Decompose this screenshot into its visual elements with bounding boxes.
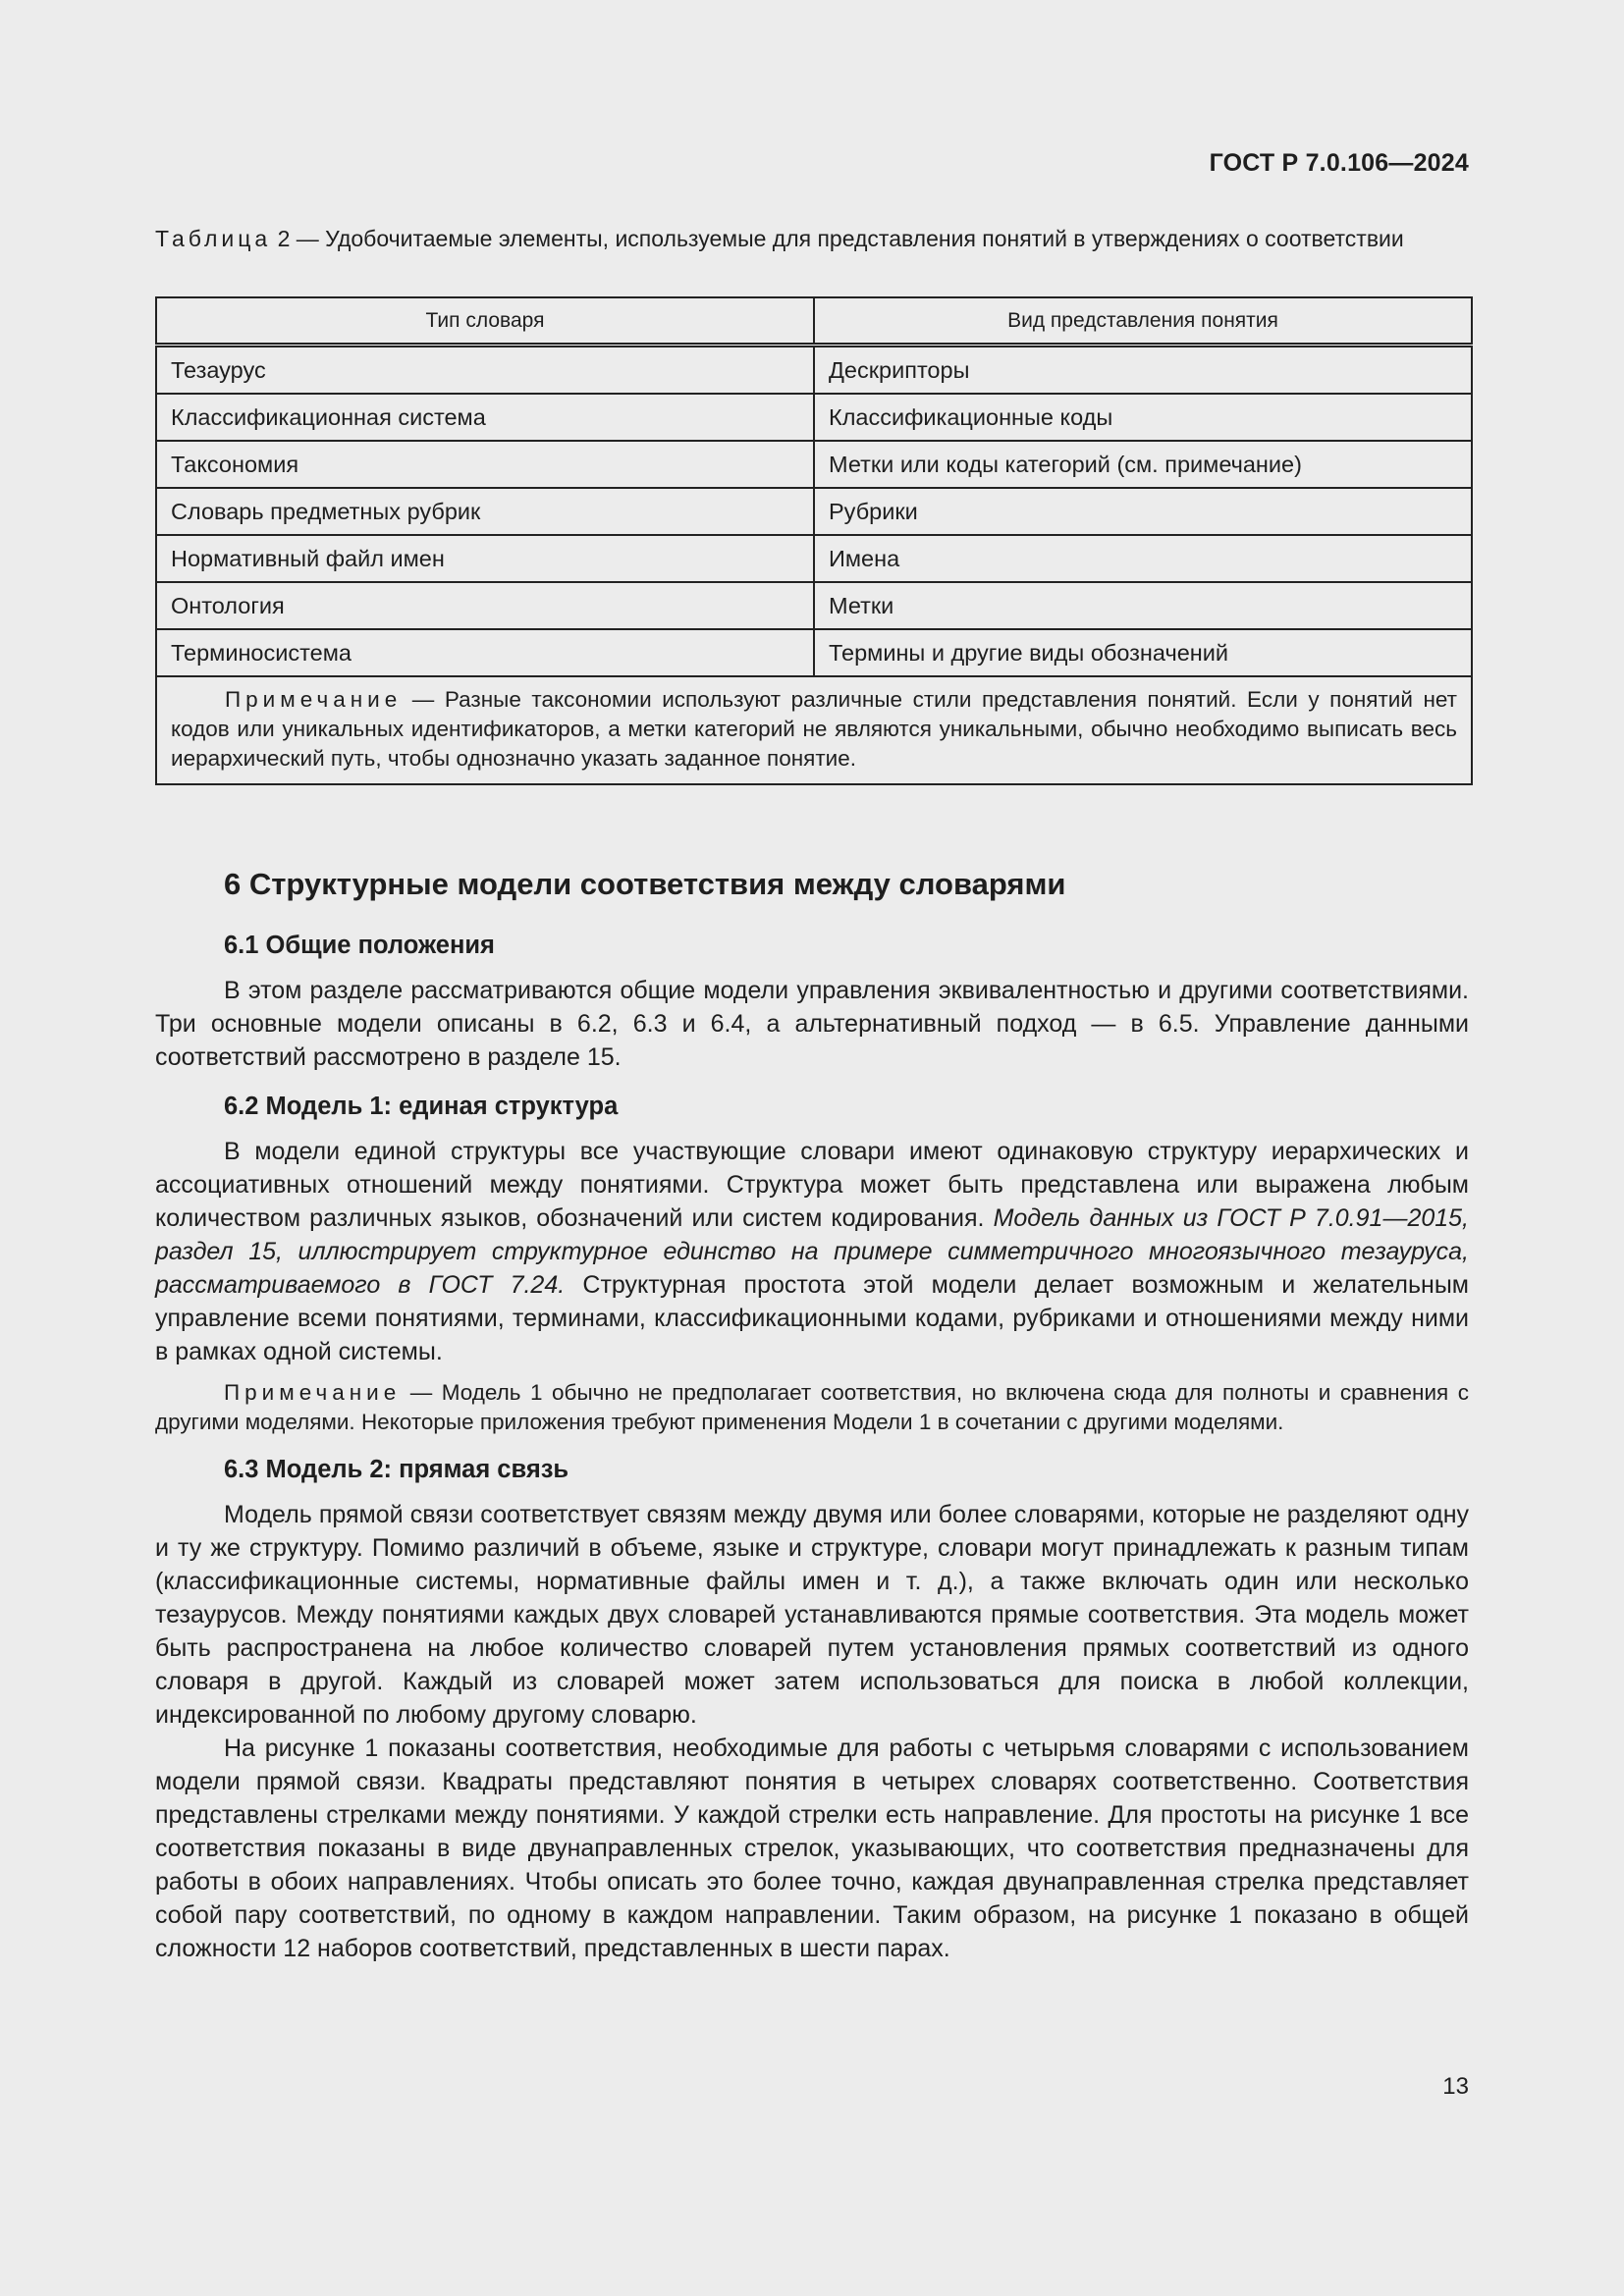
table-cell: Терминосистема — [156, 629, 814, 676]
table-caption-text: 2 — Удобочитаемые элементы, используемые для представления понятий в утверждениях о соответствии — [271, 226, 1404, 251]
table-cell: Классификационные коды — [814, 394, 1472, 441]
note-label: Примечание — [224, 1380, 402, 1405]
table-cell: Метки или коды категорий (см. примечание) — [814, 441, 1472, 488]
table-cell: Таксономия — [156, 441, 814, 488]
table-row — [156, 535, 1472, 582]
section-6-1-heading: 6.1 Общие положения — [224, 932, 495, 959]
section-6-content — [155, 860, 1469, 1965]
section-6-2-note — [155, 1378, 1469, 1437]
note-text: — Модель 1 обычно не предполагает соответствия, но включена сюда для полноты и сравнения с другими моделями. Некоторые приложения требуют применения Модели 1 в сочетании с другими моделями. — [155, 1380, 1469, 1434]
table-note — [156, 676, 1472, 784]
section-6-3-heading: 6.3 Модель 2: прямая связь — [224, 1456, 569, 1483]
table-cell: Классификационная система — [156, 394, 814, 441]
table-cell: Термины и другие виды обозначений — [814, 629, 1472, 676]
table-cell: Тезаурус — [156, 346, 814, 395]
table-header-row — [156, 297, 1472, 346]
table-cell: Онтология — [156, 582, 814, 629]
document-code-header: ГОСТ Р 7.0.106—2024 — [1209, 149, 1469, 177]
section-6-heading: 6 Структурные модели соответствия между словарями — [224, 867, 1066, 901]
section-6-3-paragraph-1: Модель прямой связи соответствует связям между двумя или более словарями, которые не разделяют одну и ту же структуру. Помимо различий в объеме, языке и структуре, словари могут принадлежать к разным типам (классификационные системы, нормативные файлы имен и т. д.), а также включать один или несколько тезаурусов. Между понятиями каждых двух словарей устанавливаются прямые соответствия. Эта модель может быть распространена на любое количество словарей путем установления прямых соответствий из одного словаря в другой. Каждый из словарей может затем использоваться для поиска в любой коллекции, индексированной по любому другому словарю. — [155, 1501, 1469, 1729]
table-row — [156, 394, 1472, 441]
table-note-row — [156, 676, 1472, 784]
paragraph-text: Структурная простота этой модели делает возможным и желательным управление всеми понятиями, терминами, классификационными кодами, рубриками и отношениями между ними в рамках одной системы. — [155, 1271, 1469, 1365]
section-6-1-paragraph: В этом разделе рассматриваются общие модели управления эквивалентностью и другими соответствиями. Три основные модели описаны в 6.2, 6.3 и 6.4, а альтернативный подход — в 6.5. Управление данными соответствий рассмотрено в разделе 15. — [155, 977, 1469, 1071]
table-row — [156, 346, 1472, 395]
table-cell: Дескрипторы — [814, 346, 1472, 395]
table-row — [156, 488, 1472, 535]
paragraph-italic-text: Модель данных из ГОСТ Р 7.0.91—2015, раздел 15, иллюстрирует структурное единство на примере симметричного многоязычного тезауруса, рассматриваемого в ГОСТ 7.24. — [155, 1204, 1470, 1299]
column-header-vocabulary-type: Тип словаря — [156, 297, 814, 346]
vocabulary-table — [155, 296, 1473, 785]
table-cell: Словарь предметных рубрик — [156, 488, 814, 535]
table-row — [156, 582, 1472, 629]
section-6-2-paragraph — [155, 1135, 1469, 1368]
table-row — [156, 441, 1472, 488]
section-6-2-heading: 6.2 Модель 1: единая структура — [224, 1093, 619, 1120]
table-note-text: — Разные таксономии используют различные стили представления понятий. Если у понятий нет кодов или уникальных идентификаторов, а метки категорий не являются уникальными, обычно необходимо выписать весь иерархический путь, чтобы однозначно указать заданное понятие. — [171, 687, 1457, 771]
table-caption — [155, 226, 1469, 252]
table-caption-label: Таблица — [155, 226, 272, 251]
table-cell: Нормативный файл имен — [156, 535, 814, 582]
table-note-label: Примечание — [225, 687, 403, 712]
paragraph-text: В модели единой структуры все участвующие словари имеют одинаковую структуру иерархических и ассоциативных отношений между понятиями. Структура может быть представлена или выражена любым количеством различных языков, обозначений или систем кодирования. — [155, 1138, 1469, 1232]
table-cell: Имена — [814, 535, 1472, 582]
column-header-concept-representation: Вид представления понятия — [814, 297, 1472, 346]
page-number: 13 — [1442, 2073, 1469, 2100]
table-cell: Рубрики — [814, 488, 1472, 535]
table-cell: Метки — [814, 582, 1472, 629]
section-6-3-paragraph-2: На рисунке 1 показаны соответствия, необходимые для работы с четырьмя словарями с использованием модели прямой связи. Квадраты представляют понятия в четырех словарях соответственно. Соответствия представлены стрелками между понятиями. У каждой стрелки есть направление. Для простоты на рисунке 1 все соответствия показаны в виде двунаправленных стрелок, указывающих, что соответствия предназначены для работы в обоих направлениях. Чтобы описать это более точно, каждая двунаправленная стрелка представляет собой пару соответствий, по одному в каждом направлении. Таким образом, на рисунке 1 показано в общей сложности 12 наборов соответствий, представленных в шести парах. — [155, 1735, 1469, 1962]
table-row — [156, 629, 1472, 676]
